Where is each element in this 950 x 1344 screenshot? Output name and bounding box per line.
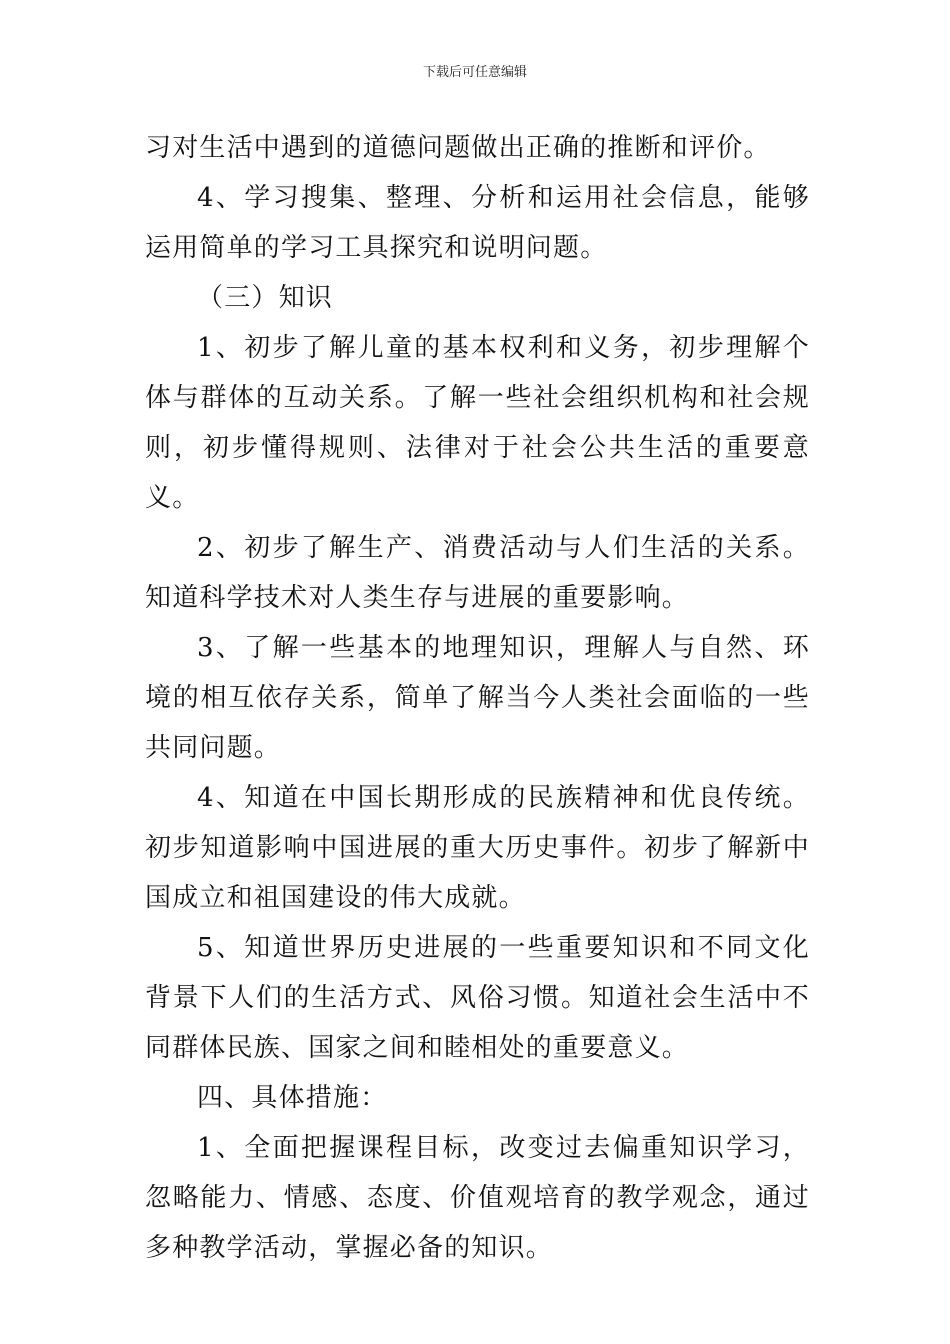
page-header	[0, 64, 950, 82]
paragraph-skill-4: 4、学习搜集、整理、分析和运用社会信息，能够运用简单的学习工具探究和说明问题。	[145, 183, 810, 263]
paragraph-knowledge-5: 5、知道世界历史进展的一些重要知识和不同文化背景下人们的生活方式、风俗习惯。知道社会生活中不同群体民族、国家之间和睦相处的重要意义。	[145, 933, 810, 1063]
section-heading-measures: 四、具体措施：	[197, 1083, 388, 1113]
section-heading-knowledge: （三）知识	[197, 283, 334, 313]
paragraph-knowledge-3: 3、了解一些基本的地理知识，理解人与自然、环境的相互依存关系，简单了解当今人类社会面临的一些共同问题。	[145, 633, 810, 763]
paragraph-knowledge-4: 4、知道在中国长期形成的民族精神和优良传统。初步知道影响中国进展的重大历史事件。初步了解新中国成立和祖国建设的伟大成就。	[145, 783, 810, 913]
header-note: 下载后可任意编辑	[422, 65, 527, 80]
document-body	[145, 123, 810, 1273]
paragraph-continuation: 习对生活中遇到的道德问题做出正确的推断和评价。	[145, 133, 771, 163]
paragraph-knowledge-1: 1、初步了解儿童的基本权利和义务，初步理解个体与群体的互动关系。了解一些社会组织机构和社会规则，初步懂得规则、法律对于社会公共生活的重要意义。	[145, 333, 810, 513]
paragraph-measure-1: 1、全面把握课程目标，改变过去偏重知识学习，忽略能力、情感、态度、价值观培育的教学观念，通过多种教学活动，掌握必备的知识。	[145, 1133, 810, 1263]
paragraph-knowledge-2: 2、初步了解生产、消费活动与人们生活的关系。知道科学技术对人类生存与进展的重要影响。	[145, 533, 810, 613]
